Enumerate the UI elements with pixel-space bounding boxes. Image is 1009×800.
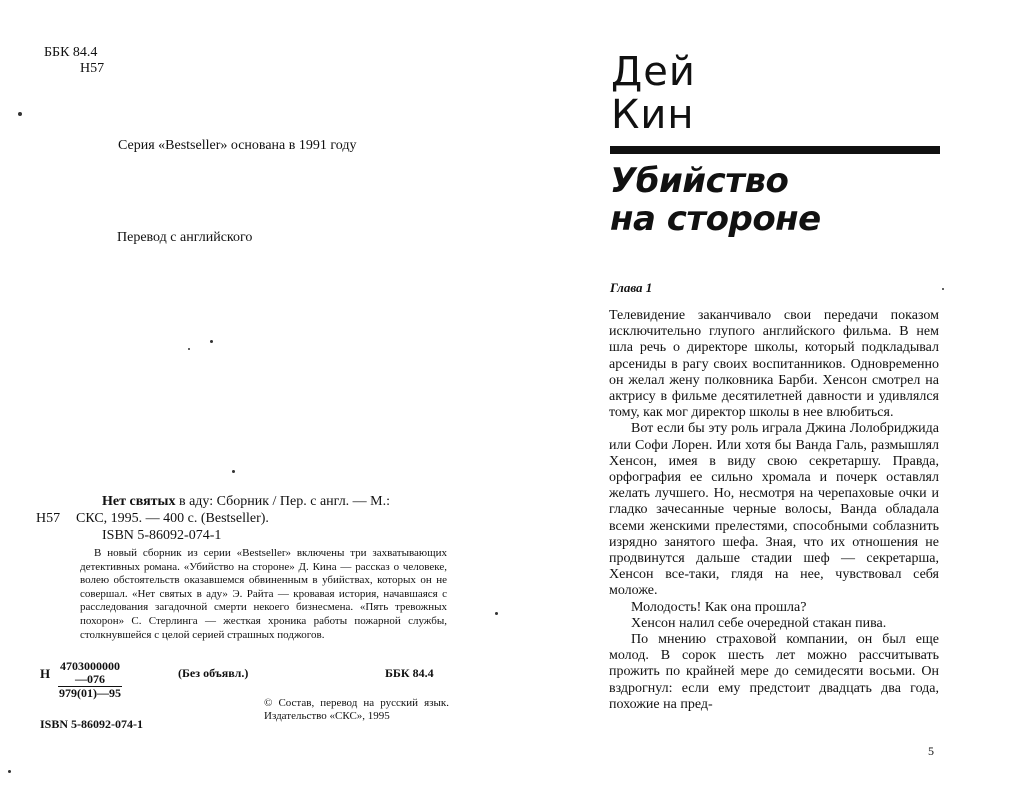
price-fraction — [58, 660, 122, 700]
series-note: Серия «Bestseller» основана в 1991 году — [118, 138, 357, 153]
scan-speck — [942, 288, 944, 290]
catalog-line-1-rest: в аду: Сборник / Пер. с англ. — М.: — [175, 494, 391, 509]
price-denominator: 979(01)—95 — [59, 686, 121, 700]
scan-speck — [495, 612, 498, 615]
author-name — [611, 51, 696, 137]
annotation — [80, 547, 447, 642]
catalog-line-2: СКС, 1995. — 400 с. (Bestseller). — [76, 511, 269, 526]
author-first-name: Дей — [611, 49, 696, 95]
bbk-code: ББК 84.4 — [44, 45, 98, 60]
scan-speck — [8, 770, 11, 773]
author-code: Н57 — [80, 61, 105, 76]
catalog-index: Н57 — [36, 511, 61, 526]
catalog-title: Нет святых — [102, 494, 176, 509]
title-line-1: Убийство — [610, 161, 789, 201]
paragraph: Вот если бы эту роль играла Джина Лолобриджида или Софи Лорен. Или хотя бы Ванда Галь, размышлял Хенсон, имея в виду свою секретаршу. Правда, орфография ее сильно хромала и почерк оставлял желать лучшего. Но, несмотря на черепаховые очки и гладко зачесанные черные волосы, Ванда обладала всеми женскими прелестями, способными соблазнить изрядно занятого шефа. Зная, что их отношения не продвинутся дальше стадии шеф — секретарша, Хенсон все-таки, глядя на нее, чувствовал себя моложе. — [609, 421, 939, 599]
paragraph: Хенсон налил себе очередной стакан пива. — [631, 615, 887, 631]
translation-note: Перевод с английского — [117, 230, 253, 245]
book-title — [610, 162, 821, 238]
paragraph: По мнению страховой компании, он был еще молод. В сорок шесть лет можно рассчитывать прожить по крайней мере до семидесяти восьми. Он вздрогнул: если ему предстоит двадцать два года, похожие на пред- — [609, 632, 939, 712]
price-note: (Без объявл.) — [178, 666, 249, 680]
paragraph: Молодость! Как она прошла? — [631, 599, 807, 615]
annotation-text: В новый сборник из серии «Bestseller» включены три захватывающих детективных романа. «Убийство на стороне» Д. Кина — рассказ о человеке, волею обстоятельств оказавшемся обвиненным в убийствах, которых он не совершал. «Нет святых в аду» Э. Райта — кровавая история, начавшаяся с расследования загадочной смерти некоего бизнесмена. «Пять тревожных похорон» С. Стерлинга — жесткая хроника работы пожарной службы, столкнувшейся с целой серией страшных поджогов. — [80, 547, 447, 641]
price-letter: Н — [40, 666, 51, 681]
scan-speck — [18, 112, 22, 116]
scan-speck — [232, 470, 235, 473]
isbn-bottom: ISBN 5-86092-074-1 — [40, 717, 144, 731]
catalog-entry — [36, 493, 454, 544]
chapter-text — [609, 308, 939, 713]
copyright: © Состав, перевод на русский язык. Издательство «СКС», 1995 — [264, 697, 449, 722]
catalog-line-1 — [44, 493, 454, 510]
scan-speck — [210, 340, 213, 343]
author-last-name: Кин — [611, 92, 695, 138]
title-rule — [610, 146, 940, 154]
title-line-2: на стороне — [610, 199, 821, 239]
bbk-bottom: ББК 84.4 — [385, 666, 434, 680]
scan-speck — [188, 348, 190, 350]
chapter-heading: Глава 1 — [610, 280, 653, 295]
catalog-isbn: ISBN 5-86092-074-1 — [102, 528, 222, 543]
page-number: 5 — [928, 744, 934, 758]
price-numerator: 4703000000—076 — [60, 659, 120, 686]
paragraph: Телевидение заканчивало свои передачи показом исключительно глупого английского фильма. В нем шла речь о директоре школы, который подкладывал арсениды в рагу своих воспитанников. Одновременно он желал жену полковника Барби. Хенсон смотрел на актрису в фильме десятилетней давности и удивлялся тому, как мог директор школы в нее влюбиться. — [609, 308, 939, 421]
